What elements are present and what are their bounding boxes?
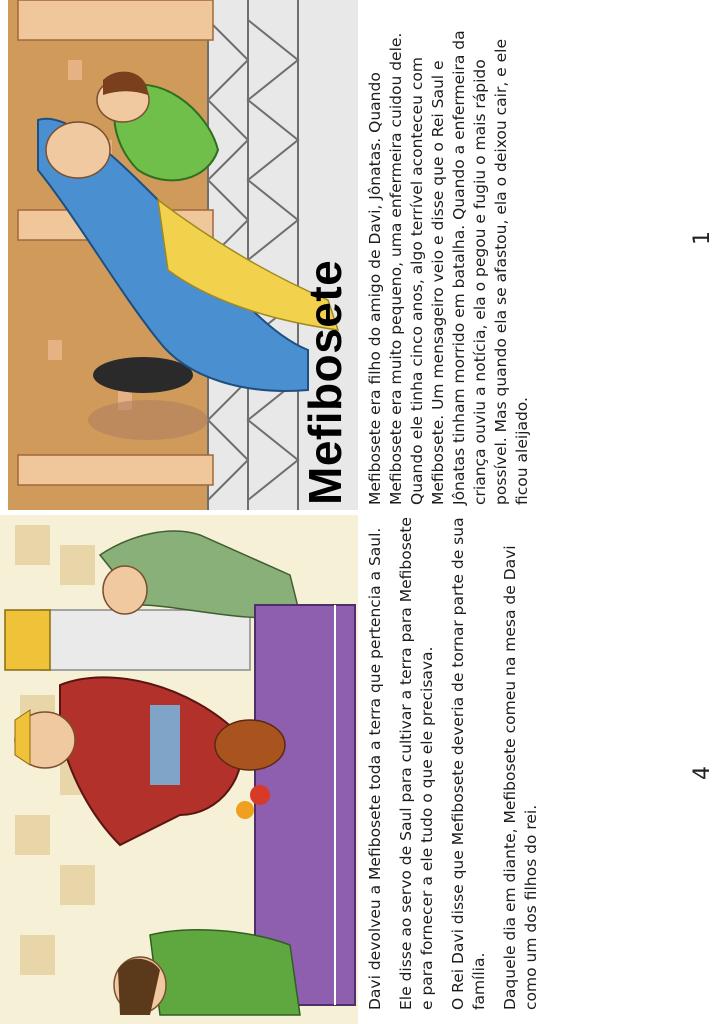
page-one-paragraph: Mefibosete era filho do amigo de Davi, Jônatas. Quando Mefibosete era muito pequeno, uma enfermeira cuidou dele. Quando ele tinha cinco anos, algo terrível aconteceu com Mefibosete. Um mensageiro veio e disse que o Rei Saul e Jônatas tinham morrido em batalha. Quando a enfermeira da criança ouviu a notícia, ela o pegou e fugiu o mais rápido possível. Mas quando ela se afastou, ela o deixou cair, e ele ficou aleijado. [366,30,531,505]
page-number-one: 1 [690,231,715,245]
story-title: Mefibosete [299,259,351,505]
page-four-paragraph-4: Daquele dia em diante, Mefibosete comeu na mesa de Davi como um dos filhos do rei. [501,545,540,1010]
page-four-paragraph-3: O Rei Davi disse que Mefibosete deveria de tornar parte de sua família. [449,517,488,1010]
page-four-paragraph-2: Ele disse ao servo de Saul para cultivar a terra para Mefibosete e para fornecer a ele tudo o que ele precisava. [397,517,436,1010]
kings-table-illustration [0,515,358,1024]
page-four-illustration [0,515,358,1024]
page-four-paragraph-1: Davi devolveu a Mefibosete toda a terra que pertencia a Saul. [366,527,384,1010]
page-one-text [365,25,543,505]
page-four-text [365,510,552,1010]
page-number-four: 4 [690,766,715,780]
